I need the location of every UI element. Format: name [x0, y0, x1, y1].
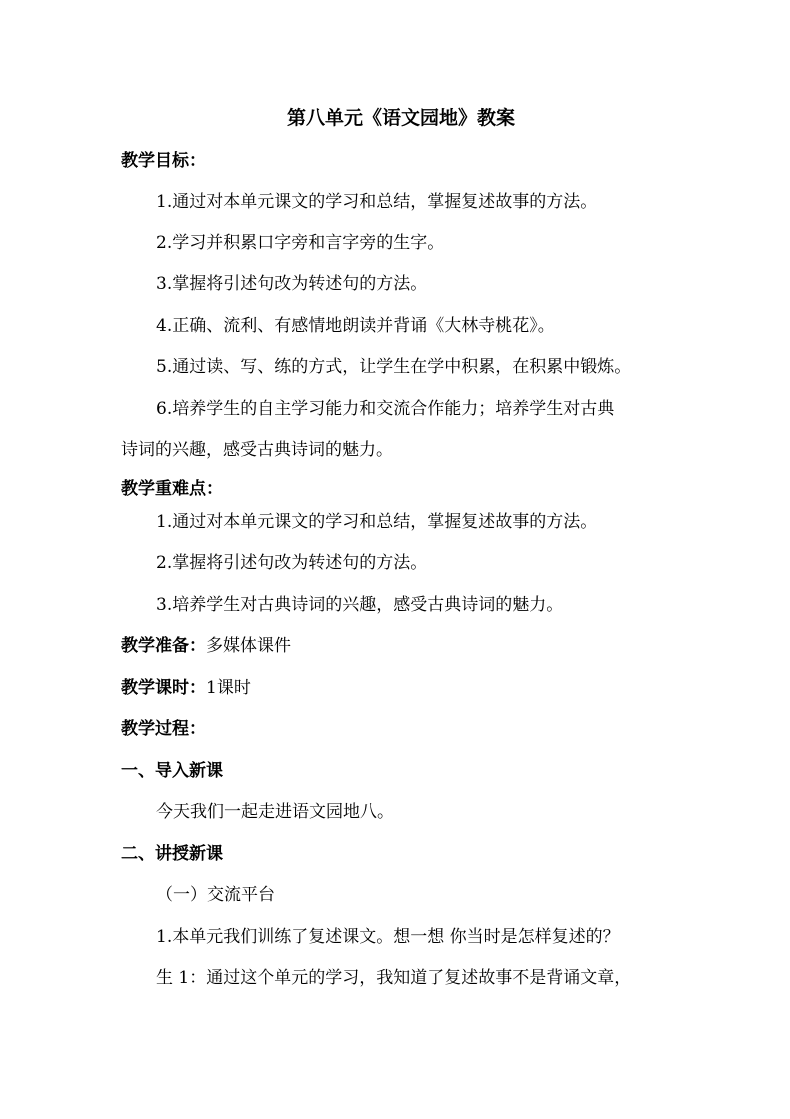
body-paragraph-line: 1.本单元我们训练了复述课文。想一想 你当时是怎样复述的？	[156, 927, 620, 947]
preparation-value: 多媒体课件	[206, 636, 291, 656]
duration-row	[121, 678, 251, 698]
objective-item: 3.掌握将引述句改为转述句的方法。	[156, 274, 428, 294]
section-intro-text: 今天我们一起走进语文园地八。	[156, 802, 394, 822]
objective-item: 2.学习并积累口字旁和言字旁的生字。	[156, 233, 445, 253]
section-heading-teach: 二、讲授新课	[121, 844, 223, 864]
objective-item: 6.培养学生的自主学习能力和交流合作能力；培养学生对古典	[156, 399, 615, 419]
key-point-item: 3.培养学生对古典诗词的兴趣，感受古典诗词的魅力。	[156, 595, 564, 615]
objective-item: 1.通过对本单元课文的学习和总结，掌握复述故事的方法。	[156, 192, 598, 212]
objective-item: 5.通过读、写、练的方式，让学生在学中积累，在积累中锻炼。	[156, 357, 632, 377]
preparation-label: 教学准备：	[121, 636, 206, 656]
objective-item-continued: 诗词的兴趣，感受古典诗词的魅力。	[121, 440, 393, 460]
duration-value: 1课时	[206, 678, 251, 698]
document-title: 第八单元《语文园地》教案	[287, 107, 516, 129]
preparation-row	[121, 636, 291, 656]
duration-label: 教学课时：	[121, 678, 206, 698]
objective-item: 4.正确、流利、有感情地朗读并背诵《大林寺桃花》。	[156, 316, 555, 336]
key-point-item: 1.通过对本单元课文的学习和总结，掌握复述故事的方法。	[156, 512, 598, 532]
objectives-heading: 教学目标：	[121, 151, 206, 171]
section-heading-intro: 一、导入新课	[121, 761, 223, 781]
key-point-item: 2.掌握将引述句改为转述句的方法。	[156, 553, 428, 573]
key-points-heading: 教学重难点：	[121, 479, 223, 499]
body-paragraph-line: 生 1：通过这个单元的学习，我知道了复述故事不是背诵文章，	[156, 968, 632, 988]
subsection-heading: （一）交流平台	[156, 885, 275, 905]
process-heading: 教学过程：	[121, 719, 206, 739]
